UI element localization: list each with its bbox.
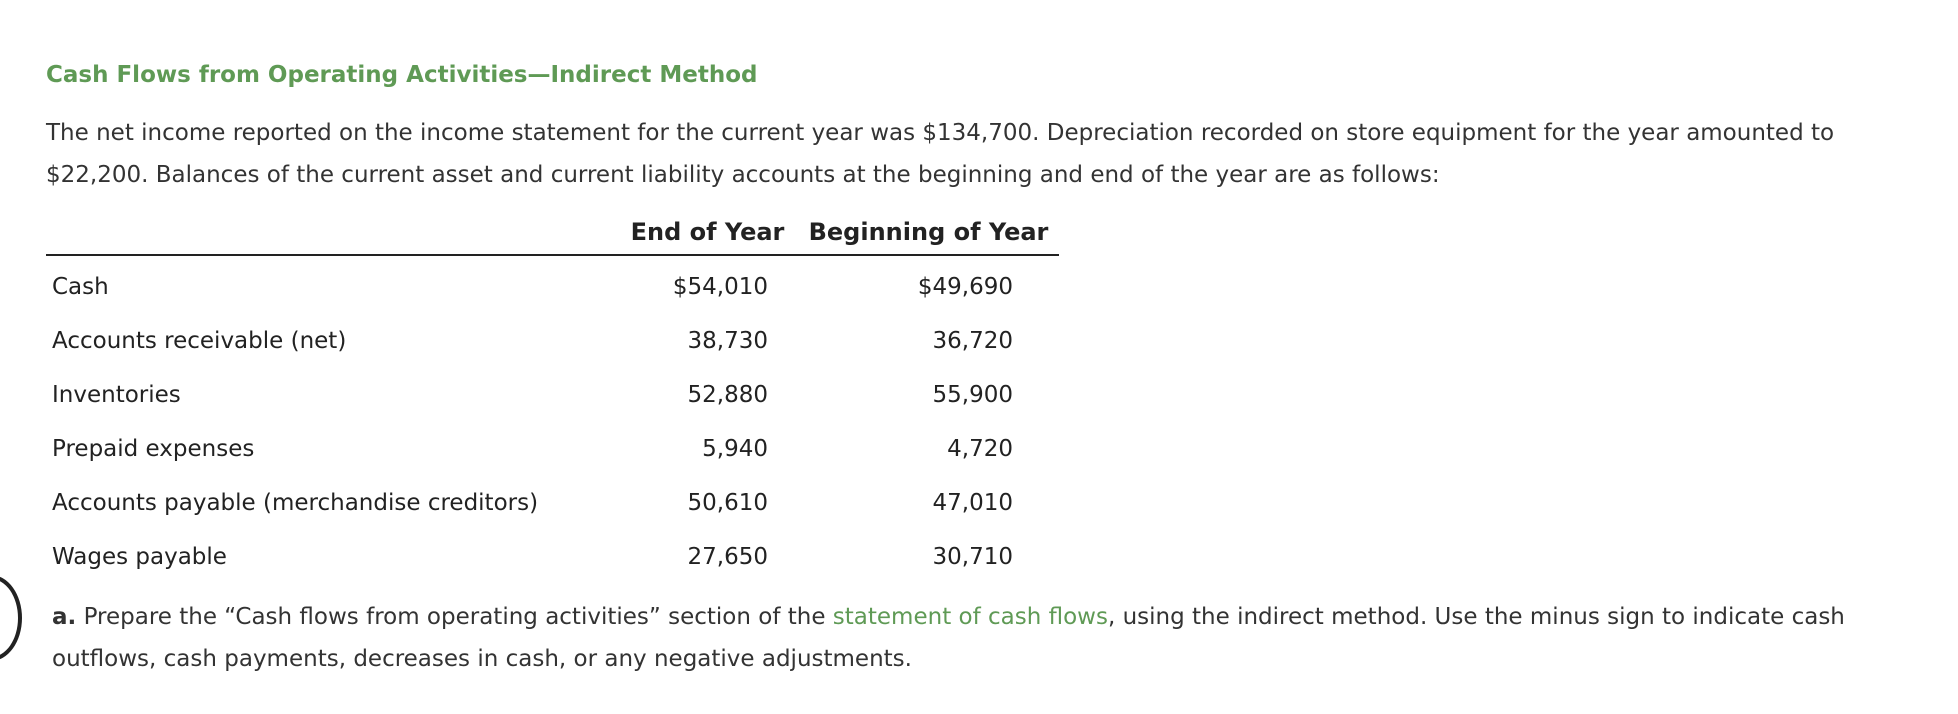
table-row <box>46 530 1059 584</box>
row-label: Prepaid expenses <box>52 436 255 462</box>
intro-paragraph: The net income reported on the income statement for the current year was $134,700. Depreciation recorded on store equipment for the year amounted to $22,200. Balances of the current asset and current liability accounts at the beginning and end of the year are as follows: <box>46 120 1835 188</box>
problem-content <box>46 58 1936 680</box>
header-label <box>46 210 617 255</box>
beginning-of-year-value: 30,710 <box>932 544 1013 570</box>
header-end-of-year: End of Year <box>617 210 798 255</box>
section-title: Cash Flows from Operating Activities—Indirect Method <box>46 62 758 88</box>
beginning-of-year-value: 4,720 <box>947 436 1013 462</box>
row-label: Wages payable <box>52 544 227 570</box>
beginning-of-year-value: 36,720 <box>932 328 1013 354</box>
end-of-year-value: 52,880 <box>687 382 768 408</box>
table-header-row <box>46 210 1059 255</box>
beginning-of-year-value: $49,690 <box>917 274 1013 300</box>
end-of-year-value: 50,610 <box>687 490 768 516</box>
instruction-text-after: , using the indirect method. Use the minus sign to indicate cash outflows, cash payments, decreases in cash, or any negative adjustments. <box>52 604 1845 672</box>
row-label: Cash <box>52 274 109 300</box>
beginning-of-year-value: 47,010 <box>932 490 1013 516</box>
table-row <box>46 314 1059 368</box>
statement-of-cash-flows-link[interactable]: statement of cash flows <box>832 604 1108 630</box>
table-row <box>46 368 1059 422</box>
end-of-year-value: 38,730 <box>687 328 768 354</box>
end-of-year-value: 27,650 <box>687 544 768 570</box>
instruction-paragraph <box>52 596 1936 680</box>
table-row <box>46 255 1059 314</box>
balances-table <box>46 210 1059 584</box>
row-label: Accounts receivable (net) <box>52 328 347 354</box>
table-row <box>46 476 1059 530</box>
header-beginning-of-year: Beginning of Year <box>798 210 1059 255</box>
end-of-year-value: 5,940 <box>702 436 768 462</box>
part-label: a. <box>52 604 77 630</box>
row-label: Inventories <box>52 382 181 408</box>
instruction-text-before: Prepare the “Cash flows from operating activities” section of the <box>76 604 833 630</box>
table-row <box>46 422 1059 476</box>
beginning-of-year-value: 55,900 <box>932 382 1013 408</box>
row-label: Accounts payable (merchandise creditors) <box>52 490 539 516</box>
circle-marker-icon <box>0 575 22 661</box>
end-of-year-value: $54,010 <box>672 274 768 300</box>
